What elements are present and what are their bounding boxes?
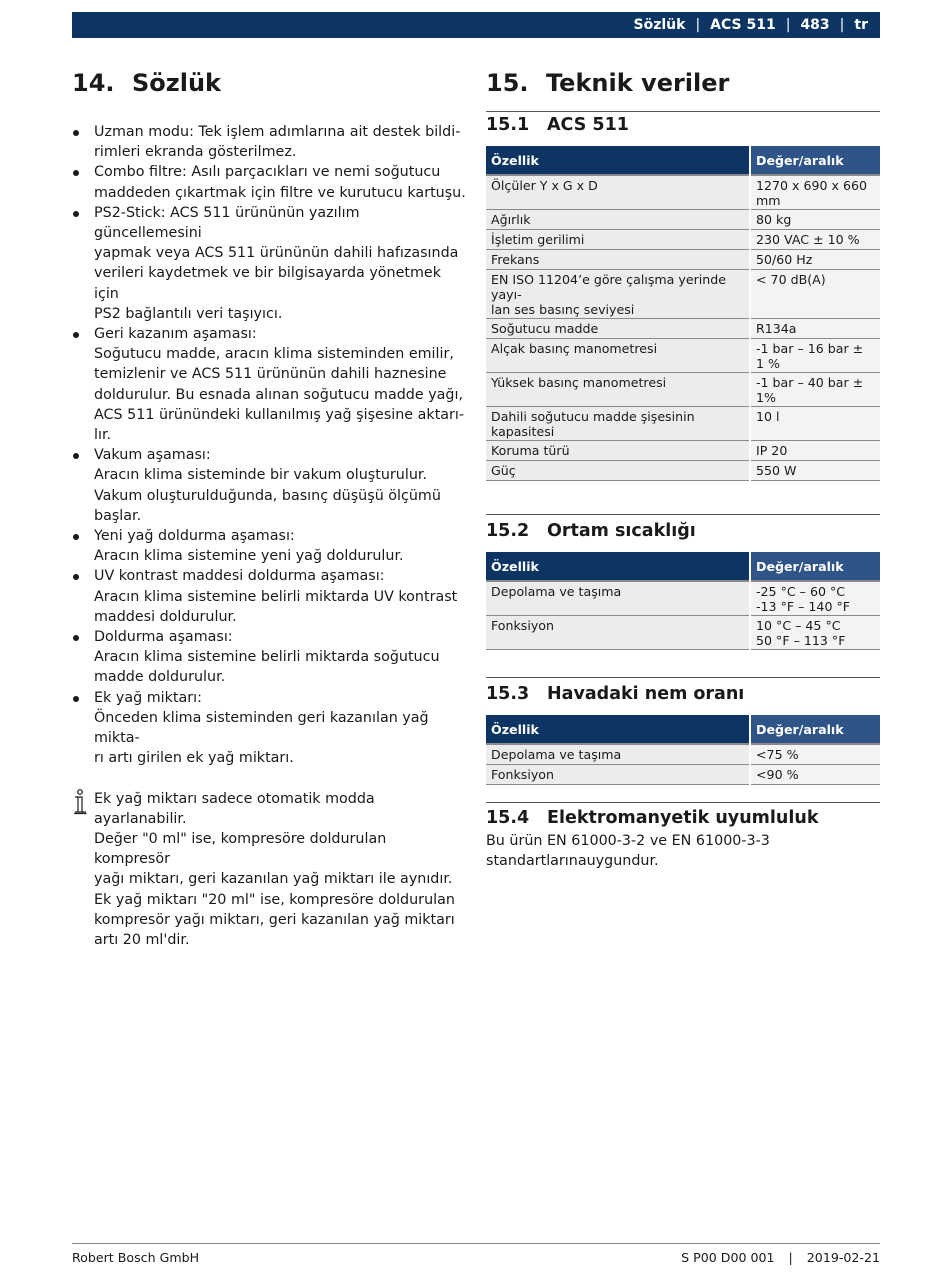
column-header-property: Özellik <box>486 146 750 175</box>
spec-value: 80 kg <box>750 210 880 230</box>
spec-property: Dahili soğutucu madde şişesinin kapasitesi <box>486 407 750 441</box>
spec-property: EN ISO 11204’e göre çalışma yerinde yayı- lan ses basınç seviyesi <box>486 270 750 319</box>
glossary-item-line: Vakum aşaması: <box>94 447 211 464</box>
spec-value: R134a <box>750 319 880 339</box>
glossary-item-line: Ek yağ miktarı: <box>94 689 202 706</box>
glossary-item <box>72 203 466 324</box>
glossary-item-line: Önceden klima sisteminden geri kazanılan yağ mikta- <box>94 709 429 747</box>
glossary-item-line: Aracın klima sistemine belirli miktarda UV kontrast <box>94 588 458 605</box>
column-header-property: Özellik <box>486 715 750 744</box>
header-language: tr <box>854 17 868 33</box>
glossary-item-line: Yeni yağ doldurma aşaması: <box>94 528 295 545</box>
glossary-item-line: maddesi doldurulur. <box>94 608 237 625</box>
header-section: Sözlük <box>633 17 686 33</box>
glossary-item-line: Soğutucu madde, aracın klima sisteminden emilir, <box>94 346 454 363</box>
spec-value: 50/60 Hz <box>750 250 880 270</box>
info-note-line: Değer "0 ml" ise, kompresöre doldurulan kompresör <box>94 830 387 868</box>
emc-statement-line: Bu ürün EN 61000-3-2 ve EN 61000-3-3 standartlarına <box>486 833 770 869</box>
footer-divider <box>72 1243 880 1244</box>
spec-value: <75 % <box>750 744 880 765</box>
spec-row <box>486 230 880 250</box>
header-product: ACS 511 <box>710 17 776 33</box>
glossary-item-line: temizlenir ve ACS 511 ürününün dahili haznesine <box>94 366 447 383</box>
glossary-item <box>72 627 466 688</box>
glossary-item-line: Aracın klima sistemine belirli miktarda soğutucu <box>94 649 440 666</box>
spec-property: Soğutucu madde <box>486 319 750 339</box>
spec-row <box>486 339 880 373</box>
chapter-heading <box>72 66 466 100</box>
section-15-2 <box>486 514 880 650</box>
spec-row <box>486 616 880 650</box>
glossary-item <box>72 122 466 162</box>
spec-row <box>486 744 880 765</box>
spec-value: -25 °C – 60 °C -13 °F – 140 °F <box>750 581 880 616</box>
header-separator: | <box>839 17 845 33</box>
spec-property: Güç <box>486 461 750 481</box>
spec-property: Depolama ve taşıma <box>486 581 750 616</box>
spec-property: Alçak basınç manometresi <box>486 339 750 373</box>
section-heading-15-4 <box>486 805 880 831</box>
spec-row <box>486 581 880 616</box>
glossary-item-line: Geri kazanım aşaması: <box>94 326 257 343</box>
chapter-number: 15. <box>486 69 529 97</box>
spec-value: 230 VAC ± 10 % <box>750 230 880 250</box>
glossary-item-line: rı artı girilen ek yağ miktarı. <box>94 750 294 767</box>
info-note-line: kompresör yağı miktarı, geri kazanılan yağ miktarı <box>94 911 455 928</box>
spec-row <box>486 175 880 210</box>
glossary-item-line: Aracın klima sistemine yeni yağ doldurulur. <box>94 548 404 565</box>
chapter-title: Teknik veriler <box>546 69 730 97</box>
spec-value: <90 % <box>750 765 880 785</box>
spec-value: -1 bar – 16 bar ± 1 % <box>750 339 880 373</box>
glossary-item-line: Uzman modu: Tek işlem adımlarına ait destek bildi- <box>94 124 461 140</box>
footer-date: 2019-02-21 <box>806 1250 880 1265</box>
section-number: 15.3 <box>486 684 530 704</box>
glossary-list <box>72 122 466 769</box>
spec-property: Frekans <box>486 250 750 270</box>
glossary-item-line: verileri kaydetmek ve bir bilgisayarda yönetmek için <box>94 265 441 302</box>
spec-table-humidity <box>486 715 880 785</box>
spec-table-acs511 <box>486 146 880 481</box>
spec-row <box>486 407 880 441</box>
glossary-item <box>72 526 466 566</box>
glossary-item-line: Doldurma aşaması: <box>94 629 233 646</box>
chapter-heading <box>486 66 880 100</box>
chapter-title: Sözlük <box>132 69 222 97</box>
glossary-column <box>72 66 466 950</box>
glossary-item-line: rimleri ekranda gösterilmez. <box>94 144 297 161</box>
emc-statement-line: uygundur. <box>586 853 659 869</box>
glossary-item-line: madde doldurulur. <box>94 669 226 686</box>
section-number: 15.2 <box>486 521 530 541</box>
spec-row <box>486 210 880 230</box>
footer <box>72 1250 880 1265</box>
footer-company: Robert Bosch GmbH <box>72 1250 200 1265</box>
spec-value: 10 °C – 45 °C 50 °F – 113 °F <box>750 616 880 650</box>
info-icon <box>72 789 88 815</box>
info-note-line: artı 20 ml'dir. <box>94 931 190 948</box>
spec-property: Koruma türü <box>486 441 750 461</box>
section-heading-15-3 <box>486 681 880 707</box>
header-separator: | <box>785 17 791 33</box>
spec-value: IP 20 <box>750 441 880 461</box>
footer-right <box>681 1250 880 1265</box>
column-header-property: Özellik <box>486 552 750 581</box>
info-note-line: Ek yağ miktarı sadece otomatik modda ayarlanabilir. <box>94 790 375 827</box>
glossary-item-line: Combo filtre: Asılı parçacıkları ve nemi soğutucu <box>94 164 441 181</box>
section-heading-15-2 <box>486 518 880 544</box>
section-15-4 <box>486 802 880 871</box>
section-title: Havadaki nem oranı <box>547 684 745 704</box>
glossary-item <box>72 566 466 627</box>
spec-row <box>486 250 880 270</box>
info-note-line: yağı miktarı, geri kazanılan yağ miktarı ile aynıdır. <box>94 871 453 888</box>
glossary-item-line: Aracın klima sisteminde bir vakum oluşturulur. <box>94 467 428 484</box>
glossary-item-line: PS2 bağlantılı veri taşıyıcı. <box>94 305 283 322</box>
spec-row <box>486 319 880 339</box>
glossary-item-line: PS2-Stick: ACS 511 ürününün yazılım güncellemesini <box>94 204 360 242</box>
spec-row <box>486 373 880 407</box>
spec-property: Depolama ve taşıma <box>486 744 750 765</box>
section-title: Elektromanyetik uyumluluk <box>547 808 819 828</box>
spec-row <box>486 441 880 461</box>
spec-value: 550 W <box>750 461 880 481</box>
glossary-item-line: UV kontrast maddesi doldurma aşaması: <box>94 568 385 585</box>
glossary-item-line: başlar. <box>94 507 142 524</box>
section-title: Ortam sıcaklığı <box>547 521 696 541</box>
info-note-text <box>94 789 466 951</box>
footer-document-id: S P00 D00 001 <box>681 1250 775 1265</box>
header-page-number: 483 <box>800 17 830 33</box>
section-number: 15.4 <box>486 808 530 828</box>
section-heading-15-1 <box>486 112 880 138</box>
glossary-item <box>72 445 466 526</box>
spec-property: Yüksek basınç manometresi <box>486 373 750 407</box>
column-header-value: Değer/aralık <box>750 146 880 175</box>
glossary-item-line: lır. <box>94 427 112 444</box>
spec-property: Ağırlık <box>486 210 750 230</box>
spec-property: Fonksiyon <box>486 616 750 650</box>
info-note-line: Ek yağ miktarı "20 ml" ise, kompresöre doldurulan <box>94 891 455 908</box>
spec-row <box>486 461 880 481</box>
technical-data-column <box>486 66 880 871</box>
spec-table-ambient-temperature <box>486 552 880 650</box>
info-note <box>72 789 466 951</box>
spec-property: Ölçüler Y x G x D <box>486 175 750 210</box>
section-15-3 <box>486 677 880 785</box>
glossary-item <box>72 688 466 769</box>
glossary-item-line: ACS 511 ürünündeki kullanılmış yağ şişesine aktarı- <box>94 406 465 423</box>
spec-value: 10 l <box>750 407 880 441</box>
spec-property: İşletim gerilimi <box>486 230 750 250</box>
glossary-item-line: yapmak veya ACS 511 ürününün dahili hafızasında <box>94 245 459 262</box>
section-title: ACS 511 <box>547 115 629 135</box>
glossary-item-line: maddeden çıkartmak için filtre ve kurutucu kartuşu. <box>94 184 466 201</box>
spec-value: -1 bar – 40 bar ± 1% <box>750 373 880 407</box>
glossary-item-line: Vakum oluşturulduğunda, basınç düşüşü ölçümü <box>94 487 441 504</box>
spec-value: 1270 x 690 x 660 mm <box>750 175 880 210</box>
header-bar <box>72 12 880 38</box>
spec-row <box>486 765 880 785</box>
header-separator: | <box>695 17 701 33</box>
spec-property: Fonksiyon <box>486 765 750 785</box>
glossary-item-line: doldurulur. Bu esnada alınan soğutucu madde yağı, <box>94 386 464 403</box>
glossary-item <box>72 162 466 202</box>
spec-row <box>486 270 880 319</box>
footer-separator: | <box>788 1250 793 1265</box>
emc-statement <box>486 831 880 871</box>
spec-value: < 70 dB(A) <box>750 270 880 319</box>
column-header-value: Değer/aralık <box>750 552 880 581</box>
section-number: 15.1 <box>486 115 530 135</box>
chapter-number: 14. <box>72 69 115 97</box>
column-header-value: Değer/aralık <box>750 715 880 744</box>
glossary-item <box>72 324 466 445</box>
